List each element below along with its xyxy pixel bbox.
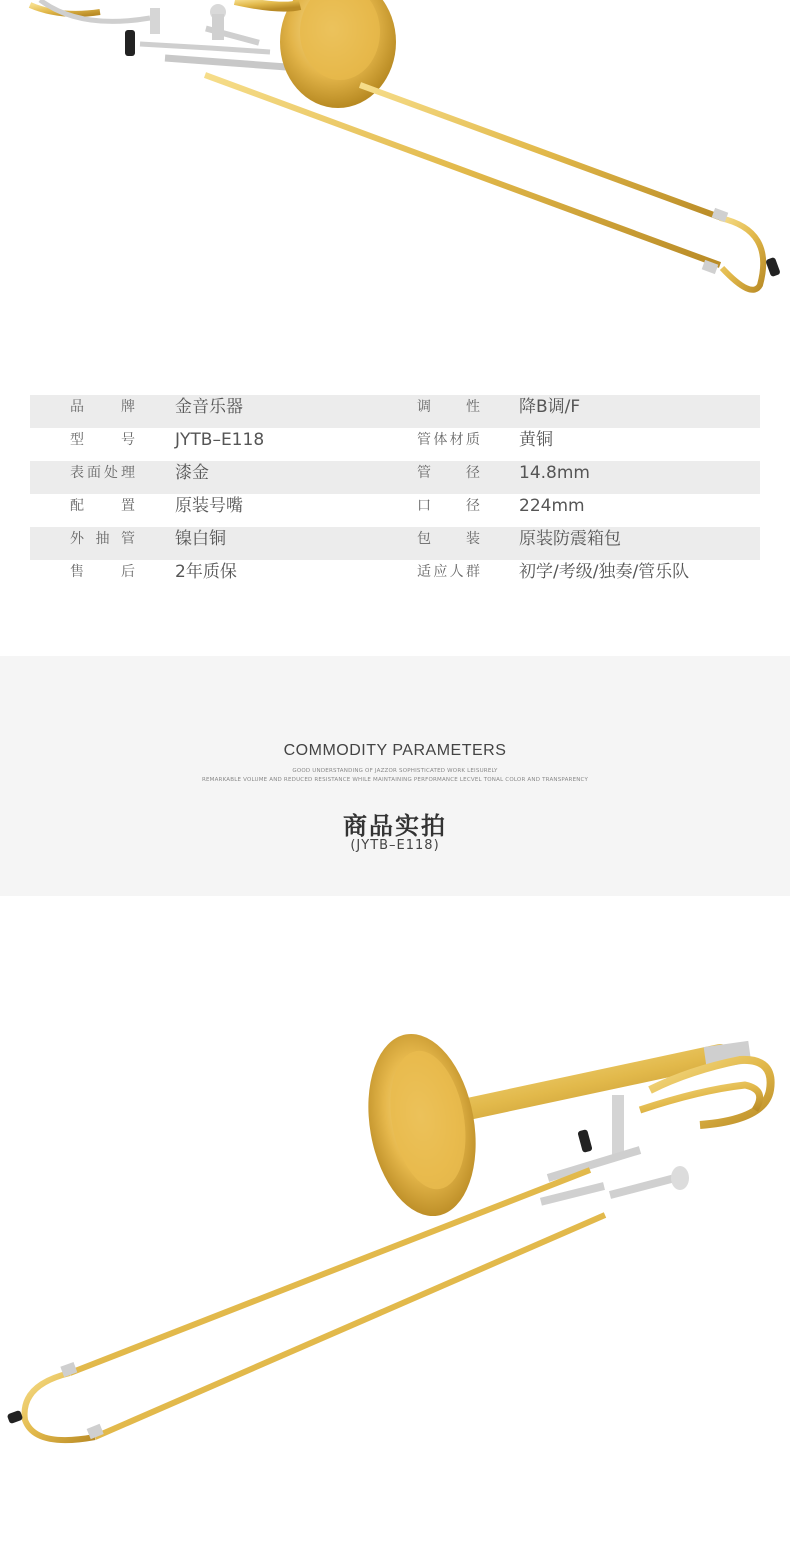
spec-value: 镍白铜 [175, 529, 226, 549]
section-banner [0, 656, 790, 896]
spec-label: 包装 [417, 531, 480, 547]
spec-row [30, 461, 760, 494]
slide [205, 75, 781, 290]
trombone-photo-top [0, 0, 790, 360]
spec-value: 降B调/F [519, 397, 581, 417]
spec-label: 管体材质 [417, 432, 480, 448]
spec-value: 14.8mm [519, 463, 590, 483]
spec-row [30, 560, 760, 593]
banner-title-en: COMMODITY PARAMETERS [283, 742, 507, 759]
spec-label: 品牌 [70, 399, 135, 415]
spec-value: 原装号嘴 [175, 496, 243, 516]
banner-title-cn: 商品实拍 [343, 812, 447, 840]
spec-row [30, 395, 760, 428]
spec-label: 型号 [70, 432, 135, 448]
valve-section [30, 0, 300, 68]
spec-value: 黄铜 [519, 430, 553, 450]
banner-subtitle: REMARKABLE VOLUME AND REDUCED RESISTANCE WHILE MAINTAINING PERFORMANCE LECVEL TONAL COLOR AND TRANSPARENCY [201, 777, 589, 783]
spec-value: 224mm [519, 496, 585, 516]
spec-label: 配置 [70, 498, 135, 514]
trombone-photo-bottom [0, 1000, 790, 1480]
spec-label: 管径 [417, 465, 480, 481]
spec-label: 表面处理 [70, 465, 135, 481]
spec-value: 2年质保 [175, 562, 237, 582]
banner-model: (JYTB–E118) [350, 838, 440, 853]
slide [7, 1170, 605, 1440]
spec-value: 漆金 [175, 463, 209, 483]
spec-label: 售后 [70, 564, 135, 580]
spec-value: 原装防震箱包 [519, 529, 621, 549]
spec-value: 金音乐器 [175, 397, 243, 417]
spec-label: 口径 [417, 498, 480, 514]
spec-row [30, 527, 760, 560]
spec-value: JYTB–E118 [175, 430, 265, 450]
spec-label: 调性 [417, 399, 480, 415]
spec-row [30, 494, 760, 527]
banner-subtitle: GOOD UNDERSTANDING OF JAZZOR SOPHISTICATED WORK LEISURELY [292, 768, 498, 774]
spec-label: 外抽管 [70, 531, 135, 547]
spec-row [30, 428, 760, 461]
spec-value: 初学/考级/独奏/管乐队 [519, 562, 690, 582]
spec-label: 适应人群 [417, 564, 480, 580]
spec-table [30, 395, 760, 593]
